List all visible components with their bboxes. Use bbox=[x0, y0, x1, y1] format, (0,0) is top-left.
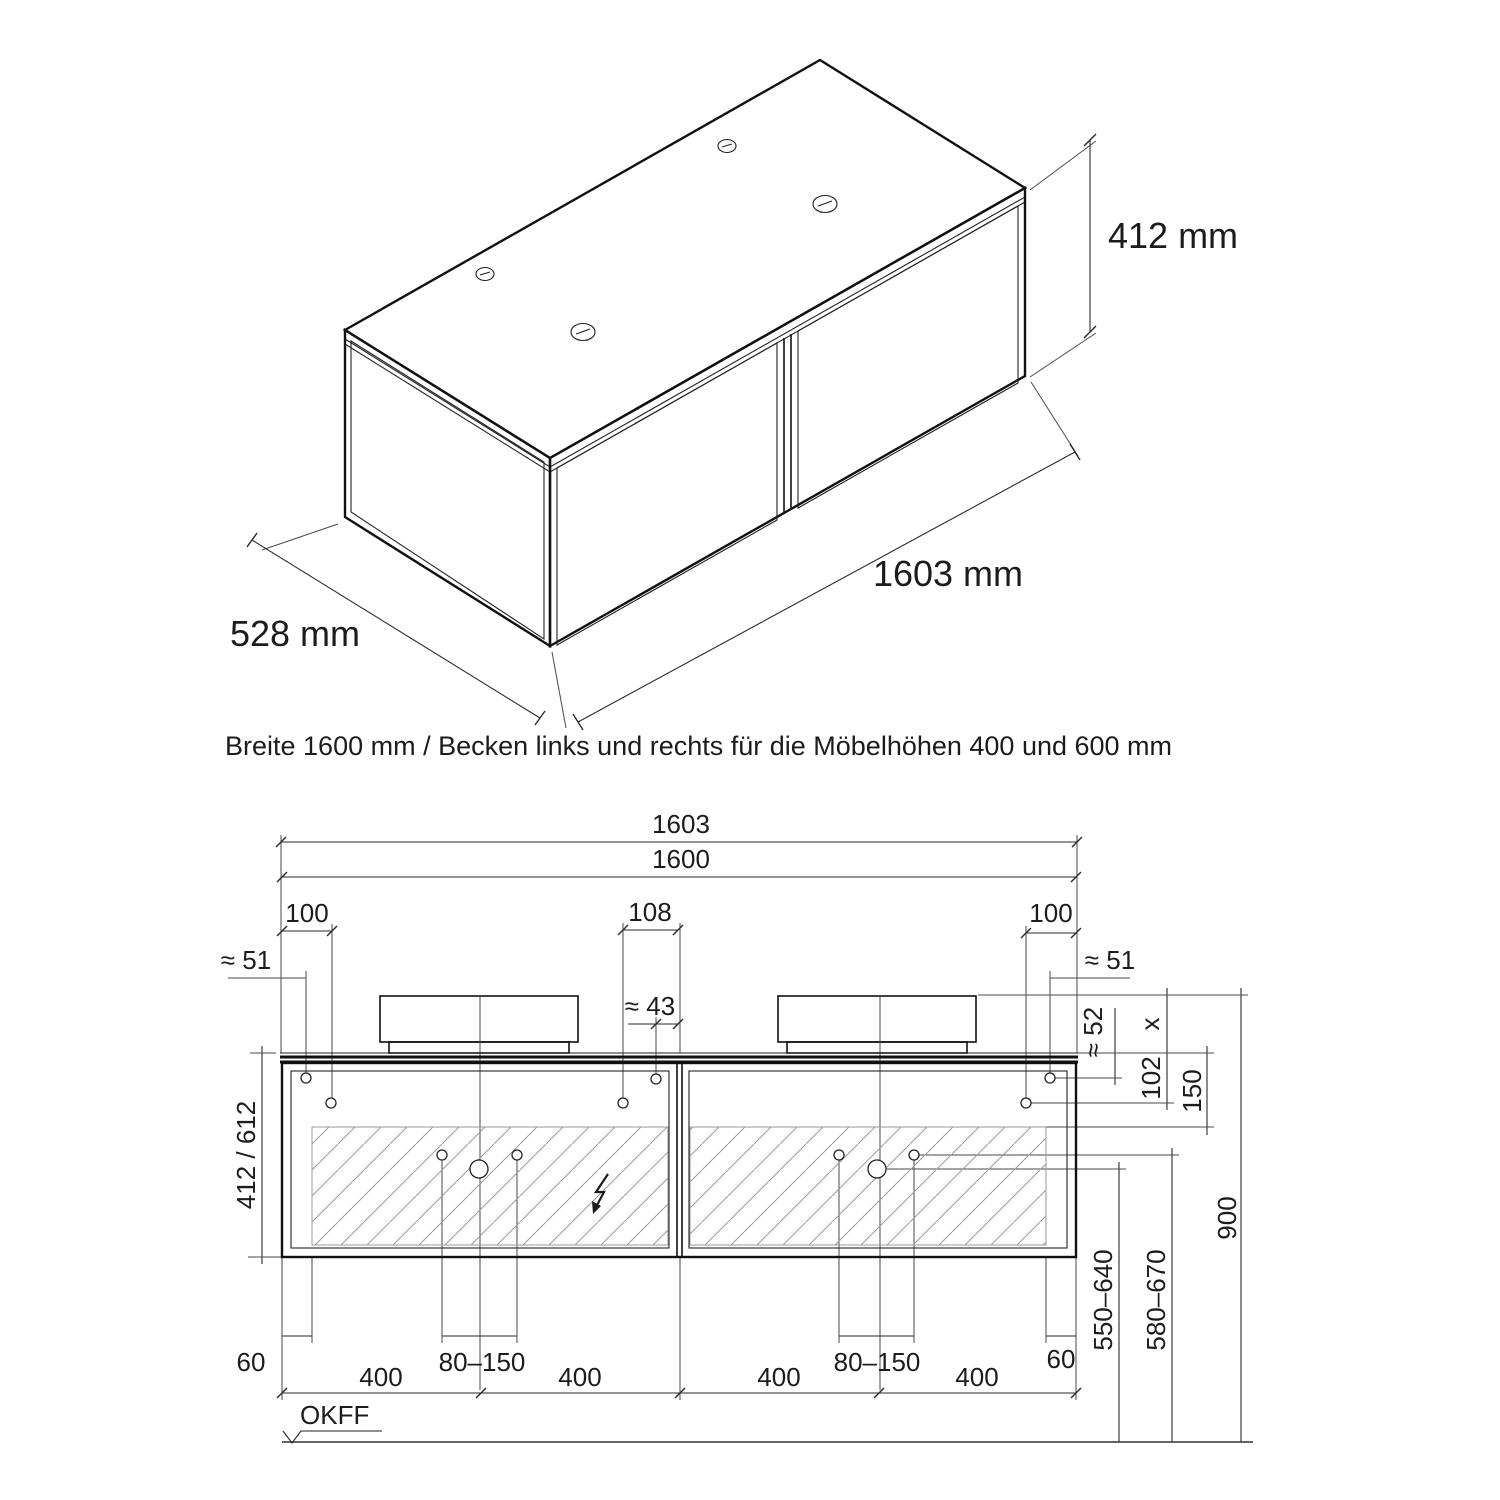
floor-level bbox=[282, 1400, 1253, 1443]
dim-102: 102 bbox=[1136, 1056, 1166, 1100]
dim-cabinet-height: 412 / 612 bbox=[231, 1100, 261, 1210]
dim-hole-center: 108 bbox=[628, 897, 672, 927]
dim-body: 1600 bbox=[652, 844, 710, 874]
iso-dim-depth bbox=[230, 524, 545, 725]
top-dimensions bbox=[221, 809, 1135, 1029]
iso-counter-band-1 bbox=[345, 197, 1025, 467]
iso-holes bbox=[476, 140, 837, 341]
dim-tap-left: 80–150 bbox=[438, 1347, 526, 1377]
service-area-left bbox=[312, 1127, 668, 1245]
service-area-right bbox=[690, 1127, 1046, 1245]
dim-edge-left: 60 bbox=[236, 1347, 266, 1377]
bottom-dimensions bbox=[237, 1336, 1081, 1398]
basin-left bbox=[380, 996, 578, 1053]
iso-view bbox=[230, 60, 1238, 730]
dim-edge-right: 60 bbox=[1046, 1344, 1076, 1374]
floor-label: OKFF bbox=[300, 1400, 370, 1430]
dim-550-640: 550–640 bbox=[1088, 1249, 1118, 1351]
iso-dim-height bbox=[1030, 134, 1238, 377]
iso-top-face bbox=[345, 60, 1025, 458]
dim-approx51-right: ≈ 51 bbox=[1084, 945, 1136, 975]
iso-counter-band-2 bbox=[345, 202, 1025, 472]
caption-text: Breite 1600 mm / Becken links und rechts für die Möbelhöhen 400 und 600 mm bbox=[225, 731, 1173, 761]
dim-hole-left: 100 bbox=[285, 898, 329, 928]
iso-width-label: 1603 mm bbox=[872, 553, 1024, 594]
dim-400-3: 400 bbox=[757, 1362, 801, 1392]
dim-tap-right: 80–150 bbox=[833, 1347, 921, 1377]
dim-400-1: 400 bbox=[359, 1362, 403, 1392]
dim-400-2: 400 bbox=[558, 1362, 602, 1392]
dim-580-670: 580–670 bbox=[1141, 1249, 1171, 1351]
iso-height-label: 412 mm bbox=[1108, 215, 1239, 256]
dim-150: 150 bbox=[1177, 1069, 1207, 1113]
iso-left-panel-inset bbox=[351, 341, 544, 639]
iso-left-face bbox=[345, 330, 550, 646]
dim-approx51-left: ≈ 51 bbox=[220, 945, 272, 975]
iso-drawer-panel-1 bbox=[557, 343, 777, 645]
dim-overall: 1603 bbox=[652, 809, 710, 839]
dim-basin-height-x: x bbox=[1135, 1017, 1165, 1031]
iso-drawer-panel-2 bbox=[798, 206, 1018, 508]
dim-approx52: ≈ 52 bbox=[1078, 1006, 1108, 1058]
dim-900: 900 bbox=[1212, 1196, 1242, 1240]
countertop bbox=[280, 1053, 1078, 1062]
dim-400-4: 400 bbox=[955, 1362, 999, 1392]
iso-dim-width bbox=[552, 382, 1080, 730]
iso-depth-label: 528 mm bbox=[229, 613, 361, 654]
front-elevation bbox=[221, 809, 1253, 1443]
dim-approx43: ≈ 43 bbox=[624, 991, 676, 1021]
dim-hole-right: 100 bbox=[1029, 898, 1073, 928]
basin-right bbox=[778, 996, 976, 1053]
